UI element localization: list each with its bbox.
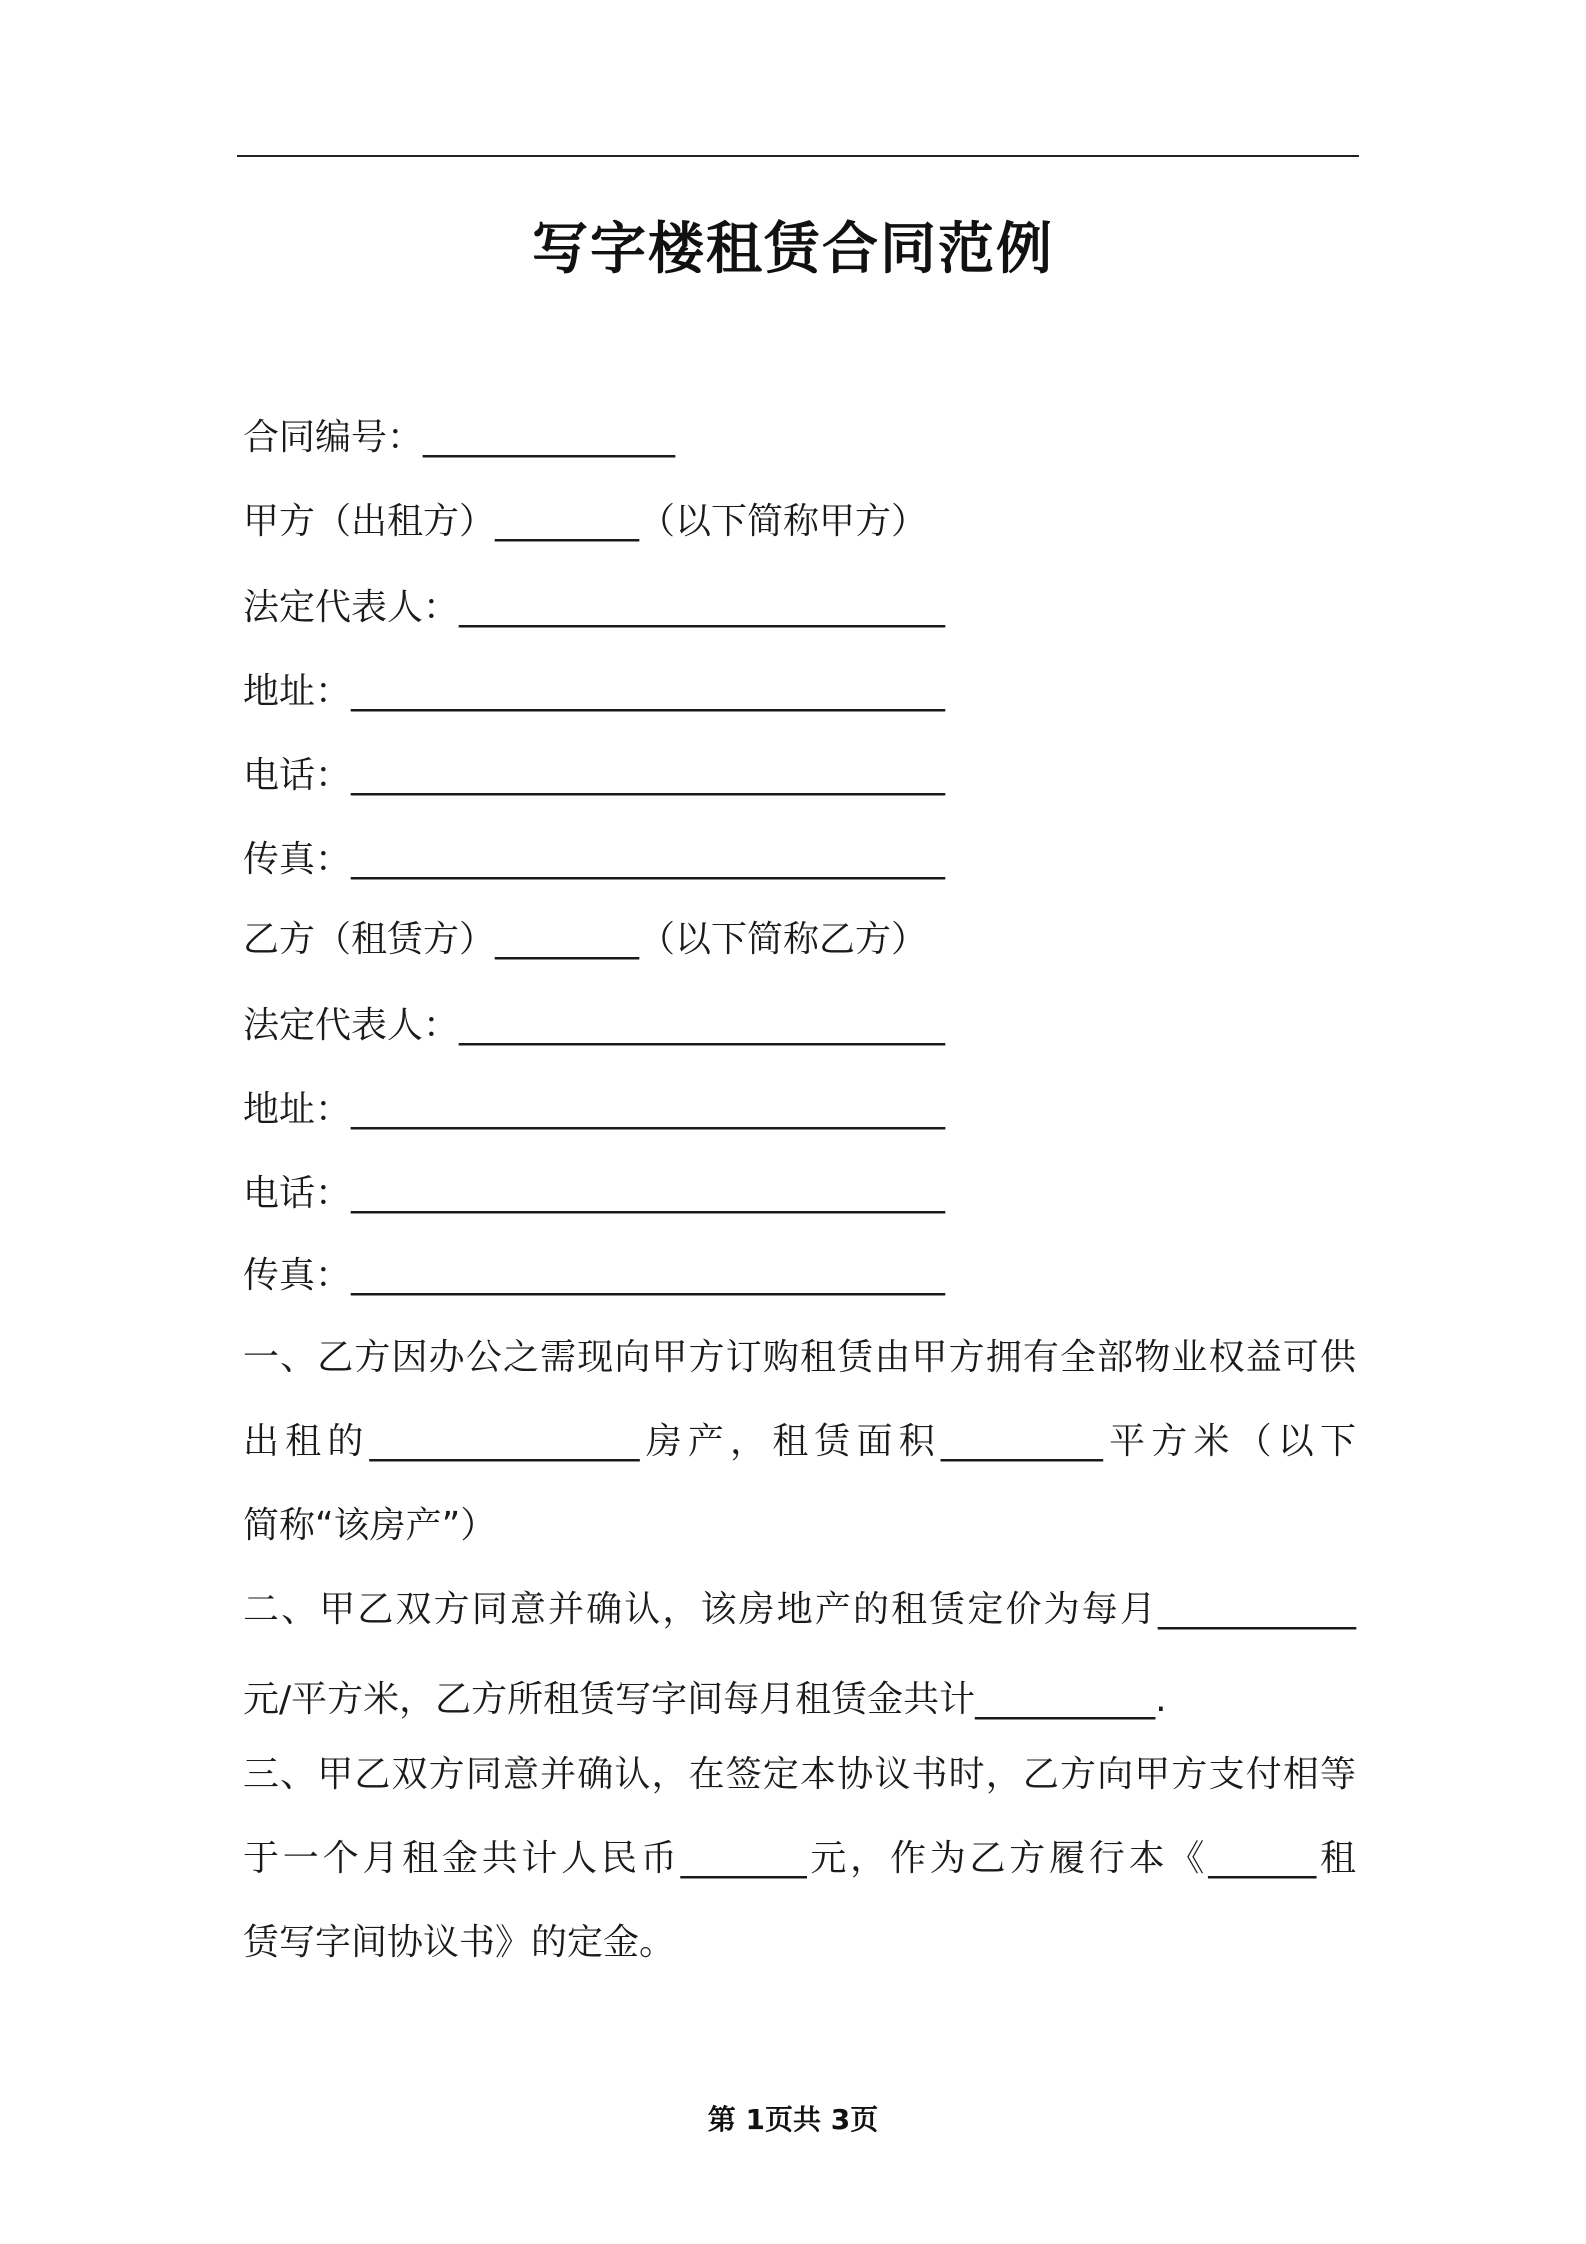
page-number: 第 1页共 3页 <box>707 2103 879 2136</box>
party-b-legal-rep: 法定代表人：___________________________ <box>243 1005 946 1046</box>
party-b-fax: 传真：_________________________________ <box>243 1255 946 1296</box>
party-a-line: 甲方（出租方）________（以下简称甲方） <box>243 501 928 542</box>
party-a-legal-rep: 法定代表人：___________________________ <box>243 587 946 628</box>
clause-1-line-1: 一、乙方因办公之需现向甲方订购租赁由甲方拥有全部物业权益可供 <box>243 1337 1356 1378</box>
party-b-address: 地址：_________________________________ <box>243 1089 946 1130</box>
clause-2-line-2: 元/平方米，乙方所租赁写字间每月租赁金共计__________. <box>243 1679 1167 1720</box>
clause-2-line-1: 二、甲乙双方同意并确认，该房地产的租赁定价为每月___________ <box>243 1589 1356 1630</box>
party-b-phone: 电话：_________________________________ <box>243 1173 946 1214</box>
clause-3-line-2: 于一个月租金共计人民币_______元，作为乙方履行本《______租 <box>243 1838 1356 1879</box>
party-a-fax: 传真：_________________________________ <box>243 839 946 880</box>
clause-1-line-2: 出租的_______________房产，租赁面积_________平方米（以下 <box>243 1421 1356 1462</box>
header-rule <box>237 155 1359 157</box>
party-a-address: 地址：_________________________________ <box>243 671 946 712</box>
document-title: 写字楼租赁合同范例 <box>532 217 1054 282</box>
clause-1-line-3: 简称“该房产”） <box>243 1505 497 1546</box>
party-b-line: 乙方（租赁方）________（以下简称乙方） <box>243 919 928 960</box>
clause-3-line-3: 赁写字间协议书》的定金。 <box>243 1922 676 1963</box>
party-a-phone: 电话：_________________________________ <box>243 755 946 796</box>
clause-3-line-1: 三、甲乙双方同意并确认，在签定本协议书时，乙方向甲方支付相等 <box>243 1754 1356 1795</box>
contract-number-field: 合同编号：______________ <box>243 417 676 458</box>
